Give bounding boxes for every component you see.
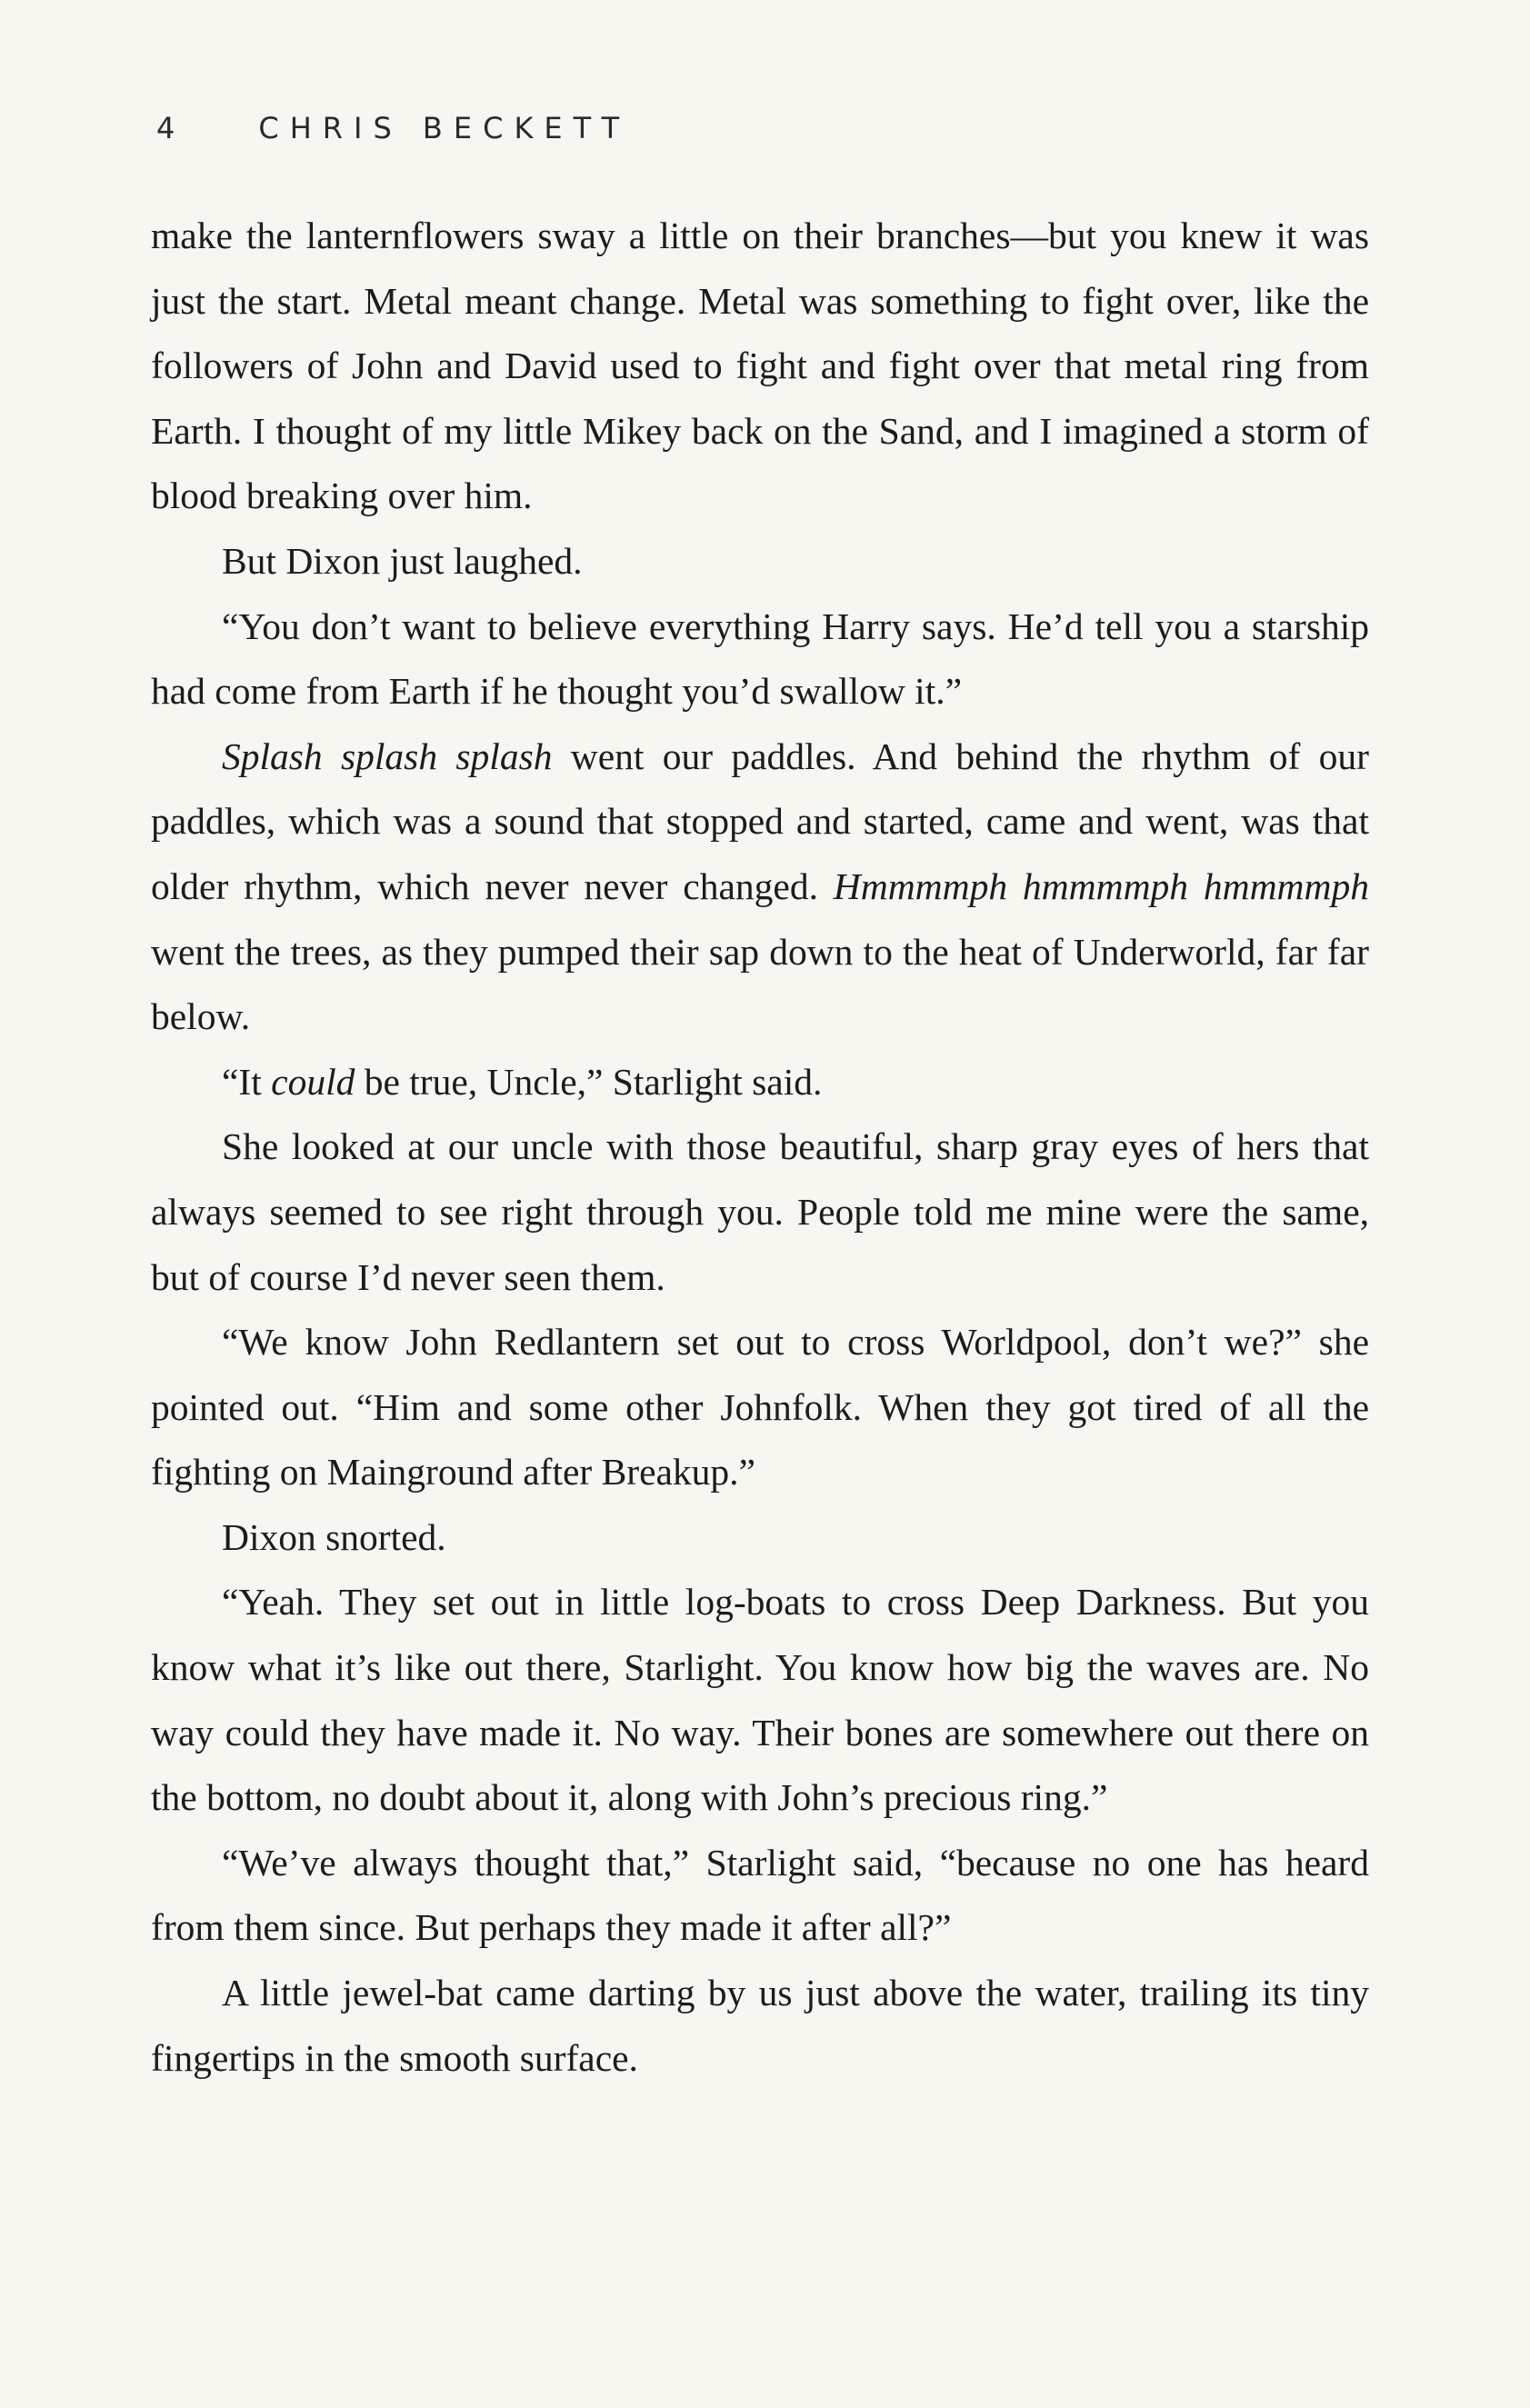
author-name: CHRIS BECKETT bbox=[258, 111, 631, 145]
paragraph: Dixon snorted. bbox=[222, 1515, 446, 1558]
paragraph: “Yeah. They set out in little log-boats to cross Deep Darkness. But you know what it’s like out there, Starlight. You know how big the waves are. No way could they have made it. No way. Their bones are somewhere out there on the bottom, no doubt about it, along with John’s precious ring.” bbox=[151, 1581, 1369, 1819]
paragraph: “We’ve always thought that,” Starlight said, “because no one has heard from them since. But perhaps they made it after all?” bbox=[151, 1841, 1369, 1949]
paragraph bbox=[151, 1050, 1369, 1115]
paragraph: “We know John Redlantern set out to cross Worldpool, don’t we?” she pointed out. “Him and some other Johnfolk. When they got tired of all the fighting on Mainground after Breakup.” bbox=[151, 1321, 1369, 1494]
paragraph: “You don’t want to believe everything Harry says. He’d tell you a starship had come from Earth if he thought you’d swallow it.” bbox=[151, 604, 1369, 713]
body-text bbox=[151, 204, 1369, 2091]
paragraph: But Dixon just laughed. bbox=[222, 539, 583, 582]
paragraph-text: went the trees, as they pumped their sap down to the heat of Underworld, far far below. bbox=[151, 930, 1369, 1038]
running-head bbox=[156, 111, 630, 145]
paragraph-text: be true, Uncle,” Starlight said. bbox=[355, 1060, 823, 1103]
italic-text: Splash splash splash bbox=[222, 734, 553, 777]
italic-text: could bbox=[271, 1060, 355, 1103]
page-number: 4 bbox=[156, 111, 186, 145]
paragraph-text: “It bbox=[222, 1060, 272, 1103]
paragraph: make the lanternflowers sway a little on their branches—but you knew it was just the start. Metal meant change. Metal was something to fight over, like the followers of John and David used to fight and fight over that metal ring from Earth. I thought of my little Mikey back on the Sand, and I imagined a storm of blood breaking over him. bbox=[151, 215, 1369, 517]
paragraph: She looked at our uncle with those beautiful, sharp gray eyes of hers that always seemed to see right through you. People told me mine were the same, but of course I’d never seen them. bbox=[151, 1125, 1369, 1298]
italic-text: Hmmmmph hmmmmph hmmmmph bbox=[833, 864, 1369, 907]
paragraph: A little jewel-bat came darting by us just above the water, trailing its tiny fingertips in the smooth surface. bbox=[151, 1972, 1369, 2079]
paragraph bbox=[151, 724, 1369, 1050]
paragraph-text: went our paddles. And behind the rhythm of our paddles, which was a sound that stopped and started, came and went, was that older rhythm, which never never changed. bbox=[151, 734, 1370, 907]
